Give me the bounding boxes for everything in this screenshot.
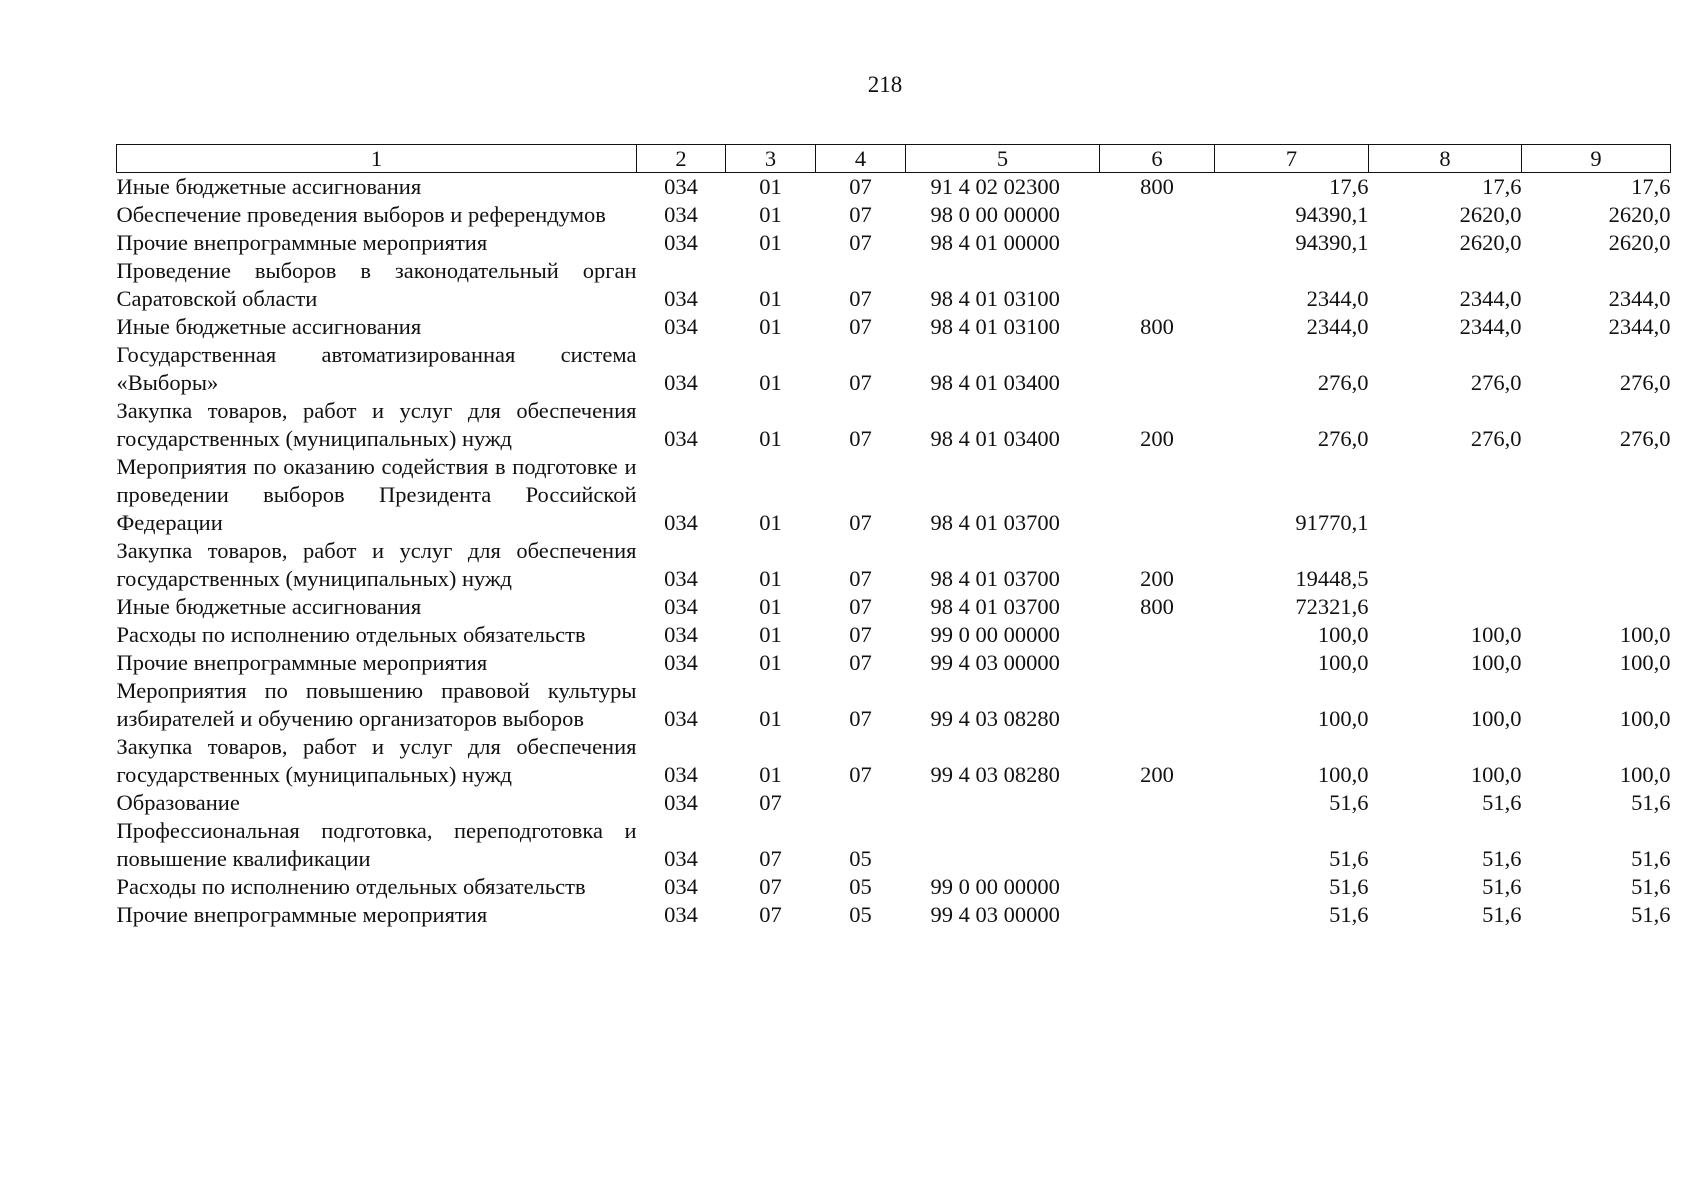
budget-table <box>116 144 1671 929</box>
amount-col8-cell: 100,0 <box>1470 650 1522 675</box>
section-code-cell: 01 <box>759 762 782 787</box>
amount-col7-cell: 91770,1 <box>1295 510 1369 535</box>
subsection-code-cell: 07 <box>849 230 872 255</box>
subsection-code-cell: 07 <box>849 622 872 647</box>
table-row <box>117 257 1671 313</box>
amount-col9-cell: 100,0 <box>1619 622 1671 647</box>
row-name-cell: Мероприятия по повышению правовой культуры избирателей и обучению организаторов выборов <box>116 678 637 731</box>
amount-col9-cell: 51,6 <box>1631 846 1671 871</box>
subsection-code-cell: 07 <box>849 566 872 591</box>
amount-col9-cell: 2620,0 <box>1608 230 1671 255</box>
target-article-cell: 98 4 01 03100 <box>930 286 1060 311</box>
target-article-cell: 98 4 01 03700 <box>930 510 1060 535</box>
section-code-cell: 01 <box>759 174 782 199</box>
amount-col9-cell: 276,0 <box>1619 426 1671 451</box>
amount-col9-cell: 51,6 <box>1631 874 1671 899</box>
ved-code-cell: 034 <box>664 650 698 675</box>
expense-type-cell <box>1100 817 1215 873</box>
target-article-cell <box>906 789 1100 817</box>
amount-col8-cell: 17,6 <box>1482 174 1522 199</box>
target-article-cell: 99 0 00 00000 <box>930 874 1060 899</box>
ved-code-cell: 034 <box>664 706 698 731</box>
expense-type-cell <box>1100 901 1215 929</box>
subsection-code-cell: 05 <box>849 902 872 927</box>
target-article-cell: 98 0 00 00000 <box>930 202 1060 227</box>
amount-col7-cell: 2344,0 <box>1306 286 1369 311</box>
amount-col7-cell: 19448,5 <box>1295 566 1369 591</box>
ved-code-cell: 034 <box>664 370 698 395</box>
section-code-cell: 01 <box>759 706 782 731</box>
expense-type-cell <box>1100 873 1215 901</box>
amount-col7-cell: 94390,1 <box>1295 230 1369 255</box>
subsection-code-cell: 07 <box>849 594 872 619</box>
table-row <box>117 901 1671 929</box>
section-code-cell: 01 <box>759 370 782 395</box>
section-code-cell: 01 <box>759 566 782 591</box>
table-row <box>117 817 1671 873</box>
ved-code-cell: 034 <box>664 174 698 199</box>
expense-type-cell <box>1100 789 1215 817</box>
table-row <box>117 593 1671 621</box>
table-row <box>117 873 1671 901</box>
expense-type-cell: 200 <box>1140 762 1174 787</box>
subsection-code-cell: 07 <box>849 426 872 451</box>
subsection-code-cell: 05 <box>849 874 872 899</box>
header-cell-2: 2 <box>637 145 726 173</box>
table-row <box>117 789 1671 817</box>
amount-col7-cell: 17,6 <box>1329 174 1369 199</box>
subsection-code-cell: 07 <box>849 286 872 311</box>
ved-code-cell: 034 <box>664 902 698 927</box>
table-row <box>117 537 1671 593</box>
subsection-code-cell <box>816 789 906 817</box>
row-name-cell: Проведение выборов в законодательный орган Саратовской области <box>116 258 637 311</box>
section-code-cell: 01 <box>759 314 782 339</box>
amount-col7-cell: 276,0 <box>1317 426 1369 451</box>
expense-type-cell: 800 <box>1140 174 1174 199</box>
row-name-cell: Расходы по исполнению отдельных обязательств <box>116 622 586 647</box>
amount-col8-cell: 2620,0 <box>1459 202 1522 227</box>
target-article-cell: 99 4 03 00000 <box>930 650 1060 675</box>
section-code-cell: 07 <box>759 790 782 815</box>
section-code-cell: 01 <box>759 230 782 255</box>
amount-col7-cell: 51,6 <box>1329 790 1369 815</box>
header-row <box>117 145 1671 173</box>
target-article-cell: 98 4 01 03100 <box>930 314 1060 339</box>
section-code-cell: 01 <box>759 286 782 311</box>
amount-col8-cell: 51,6 <box>1482 902 1522 927</box>
amount-col9-cell: 2344,0 <box>1608 286 1671 311</box>
row-name-cell: Иные бюджетные ассигнования <box>116 174 422 199</box>
subsection-code-cell: 07 <box>849 510 872 535</box>
target-article-cell: 99 4 03 08280 <box>930 762 1060 787</box>
amount-col8-cell <box>1369 537 1522 593</box>
ved-code-cell: 034 <box>664 426 698 451</box>
subsection-code-cell: 07 <box>849 650 872 675</box>
table-row <box>117 229 1671 257</box>
amount-col9-cell <box>1522 593 1671 621</box>
ved-code-cell: 034 <box>664 202 698 227</box>
amount-col7-cell: 51,6 <box>1329 846 1369 871</box>
row-name-cell: Мероприятия по оказанию содействия в подготовке и проведении выборов Президента Российской Федерации <box>116 454 637 535</box>
section-code-cell: 07 <box>759 846 782 871</box>
amount-col9-cell: 51,6 <box>1631 902 1671 927</box>
section-code-cell: 01 <box>759 202 782 227</box>
section-code-cell: 01 <box>759 426 782 451</box>
ved-code-cell: 034 <box>664 874 698 899</box>
ved-code-cell: 034 <box>664 510 698 535</box>
expense-type-cell: 200 <box>1140 566 1174 591</box>
amount-col9-cell: 100,0 <box>1619 762 1671 787</box>
target-article-cell: 99 4 03 08280 <box>930 706 1060 731</box>
subsection-code-cell: 07 <box>849 370 872 395</box>
row-name-cell: Иные бюджетные ассигнования <box>116 594 422 619</box>
row-name-cell: Прочие внепрограммные мероприятия <box>116 902 488 927</box>
target-article-cell: 98 4 01 00000 <box>930 230 1060 255</box>
amount-col7-cell: 51,6 <box>1329 874 1369 899</box>
header-cell-6: 6 <box>1100 145 1215 173</box>
table-row <box>117 733 1671 789</box>
header-cell-3: 3 <box>726 145 816 173</box>
amount-col8-cell: 276,0 <box>1470 370 1522 395</box>
row-name-cell: Закупка товаров, работ и услуг для обеспечения государственных (муниципальных) нужд <box>116 398 637 451</box>
subsection-code-cell: 07 <box>849 174 872 199</box>
ved-code-cell: 034 <box>664 594 698 619</box>
header-cell-5: 5 <box>906 145 1100 173</box>
subsection-code-cell: 05 <box>849 846 872 871</box>
expense-type-cell <box>1100 649 1215 677</box>
amount-col7-cell: 94390,1 <box>1295 202 1369 227</box>
section-code-cell: 07 <box>759 902 782 927</box>
amount-col7-cell: 100,0 <box>1317 762 1369 787</box>
header-cell-4: 4 <box>816 145 906 173</box>
expense-type-cell <box>1100 341 1215 397</box>
expense-type-cell <box>1100 621 1215 649</box>
target-article-cell: 98 4 01 03400 <box>930 426 1060 451</box>
section-code-cell: 01 <box>759 650 782 675</box>
header-cell-9: 9 <box>1522 145 1671 173</box>
target-article-cell: 99 0 00 00000 <box>930 622 1060 647</box>
amount-col9-cell: 2620,0 <box>1608 202 1671 227</box>
table-row <box>117 453 1671 537</box>
section-code-cell: 01 <box>759 510 782 535</box>
expense-type-cell: 800 <box>1140 314 1174 339</box>
amount-col8-cell: 51,6 <box>1482 846 1522 871</box>
target-article-cell: 99 4 03 00000 <box>930 902 1060 927</box>
table-row <box>117 173 1671 202</box>
header-cell-1: 1 <box>117 145 637 173</box>
subsection-code-cell: 07 <box>849 706 872 731</box>
row-name-cell: Закупка товаров, работ и услуг для обеспечения государственных (муниципальных) нужд <box>116 538 637 591</box>
amount-col8-cell <box>1369 453 1522 537</box>
expense-type-cell: 800 <box>1140 594 1174 619</box>
amount-col9-cell: 100,0 <box>1619 706 1671 731</box>
row-name-cell: Расходы по исполнению отдельных обязательств <box>116 874 586 899</box>
table-row <box>117 201 1671 229</box>
subsection-code-cell: 07 <box>849 314 872 339</box>
amount-col9-cell: 17,6 <box>1631 174 1671 199</box>
expense-type-cell <box>1100 201 1215 229</box>
amount-col7-cell: 51,6 <box>1329 902 1369 927</box>
target-article-cell <box>906 817 1100 873</box>
amount-col8-cell: 276,0 <box>1470 426 1522 451</box>
section-code-cell: 01 <box>759 594 782 619</box>
row-name-cell: Профессиональная подготовка, переподготовка и повышение квалификации <box>116 818 637 871</box>
amount-col7-cell: 100,0 <box>1317 706 1369 731</box>
table-row <box>117 677 1671 733</box>
amount-col7-cell: 2344,0 <box>1306 314 1369 339</box>
section-code-cell: 07 <box>759 874 782 899</box>
row-name-cell: Государственная автоматизированная система «Выборы» <box>116 342 637 395</box>
amount-col7-cell: 72321,6 <box>1295 594 1369 619</box>
ved-code-cell: 034 <box>664 230 698 255</box>
ved-code-cell: 034 <box>664 566 698 591</box>
expense-type-cell <box>1100 257 1215 313</box>
ved-code-cell: 034 <box>664 790 698 815</box>
ved-code-cell: 034 <box>664 286 698 311</box>
target-article-cell: 98 4 01 03400 <box>930 370 1060 395</box>
expense-type-cell <box>1100 677 1215 733</box>
amount-col9-cell: 51,6 <box>1631 790 1671 815</box>
table-row <box>117 621 1671 649</box>
target-article-cell: 98 4 01 03700 <box>930 594 1060 619</box>
row-name-cell: Обеспечение проведения выборов и референдумов <box>116 202 606 227</box>
row-name-cell: Иные бюджетные ассигнования <box>116 314 422 339</box>
table-row <box>117 649 1671 677</box>
amount-col8-cell: 100,0 <box>1470 622 1522 647</box>
amount-col8-cell <box>1369 593 1522 621</box>
amount-col8-cell: 2344,0 <box>1459 286 1522 311</box>
expense-type-cell <box>1100 453 1215 537</box>
table-row <box>117 397 1671 453</box>
page-number: 218 <box>867 72 903 97</box>
row-name-cell: Образование <box>116 790 240 815</box>
amount-col8-cell: 2620,0 <box>1459 230 1522 255</box>
expense-type-cell: 200 <box>1140 426 1174 451</box>
ved-code-cell: 034 <box>664 622 698 647</box>
expense-type-cell <box>1100 229 1215 257</box>
row-name-cell: Прочие внепрограммные мероприятия <box>116 650 488 675</box>
header-cell-7: 7 <box>1215 145 1369 173</box>
target-article-cell: 98 4 01 03700 <box>930 566 1060 591</box>
amount-col7-cell: 276,0 <box>1317 370 1369 395</box>
amount-col7-cell: 100,0 <box>1317 650 1369 675</box>
amount-col8-cell: 51,6 <box>1482 874 1522 899</box>
subsection-code-cell: 07 <box>849 762 872 787</box>
amount-col8-cell: 2344,0 <box>1459 314 1522 339</box>
amount-col9-cell <box>1522 453 1671 537</box>
row-name-cell: Закупка товаров, работ и услуг для обеспечения государственных (муниципальных) нужд <box>116 734 637 787</box>
ved-code-cell: 034 <box>664 314 698 339</box>
amount-col8-cell: 100,0 <box>1470 762 1522 787</box>
header-cell-8: 8 <box>1369 145 1522 173</box>
ved-code-cell: 034 <box>664 762 698 787</box>
target-article-cell: 91 4 02 02300 <box>930 174 1060 199</box>
subsection-code-cell: 07 <box>849 202 872 227</box>
table-row <box>117 341 1671 397</box>
table-body <box>117 173 1671 930</box>
ved-code-cell: 034 <box>664 846 698 871</box>
amount-col9-cell: 100,0 <box>1619 650 1671 675</box>
amount-col8-cell: 51,6 <box>1482 790 1522 815</box>
amount-col7-cell: 100,0 <box>1317 622 1369 647</box>
amount-col8-cell: 100,0 <box>1470 706 1522 731</box>
row-name-cell: Прочие внепрограммные мероприятия <box>116 230 488 255</box>
amount-col9-cell: 276,0 <box>1619 370 1671 395</box>
section-code-cell: 01 <box>759 622 782 647</box>
amount-col9-cell: 2344,0 <box>1608 314 1671 339</box>
amount-col9-cell <box>1522 537 1671 593</box>
table-row <box>117 313 1671 341</box>
